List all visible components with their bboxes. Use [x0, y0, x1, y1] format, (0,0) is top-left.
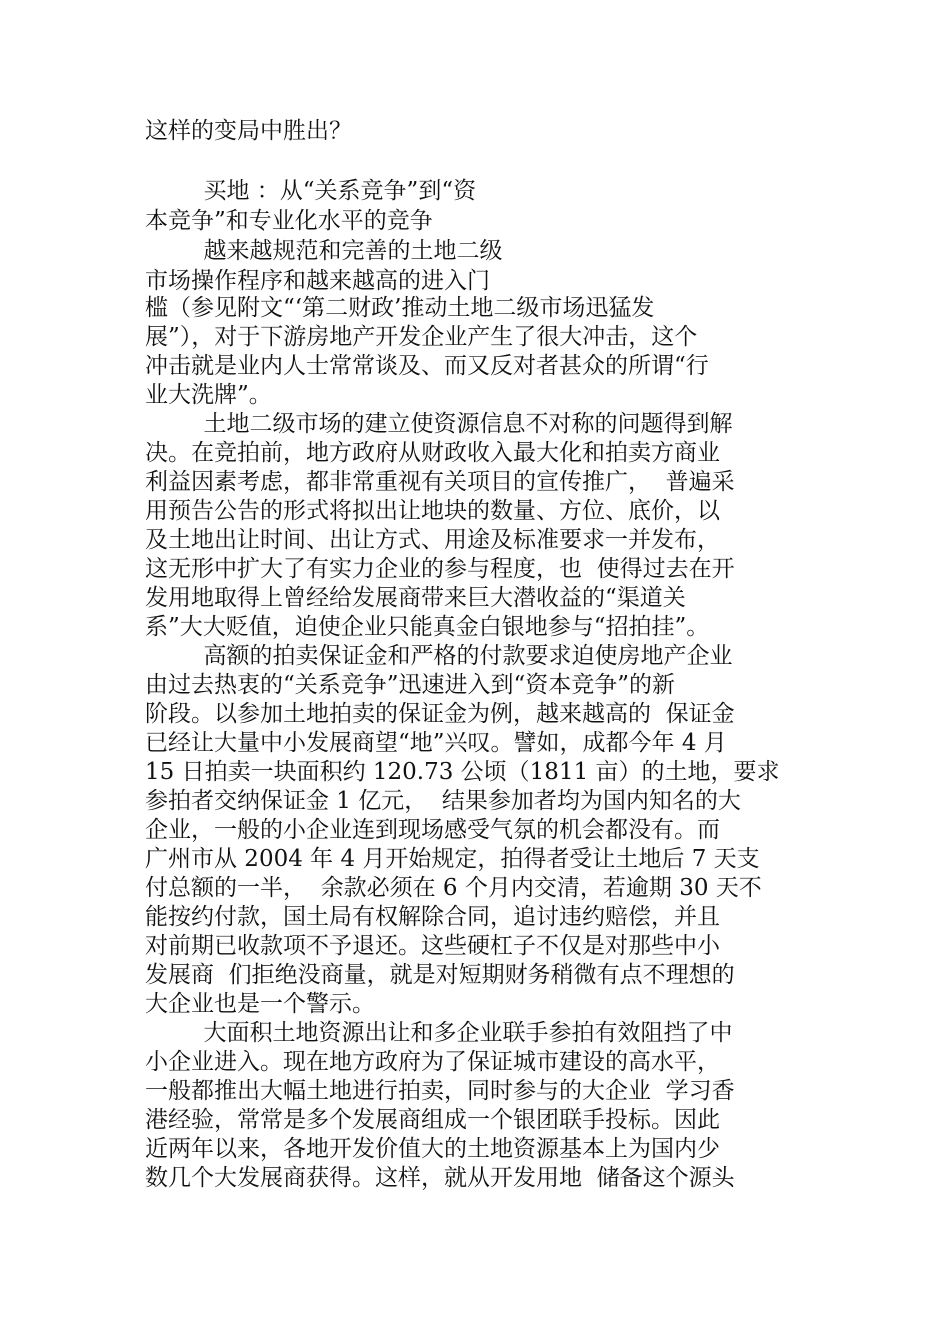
- text-line: 高额的拍卖保证金和严格的付款要求迫使房地产企业: [145, 643, 733, 669]
- text-line: 对前期已收款项不予退还。这些硬杠子不仅是对那些中小: [145, 933, 720, 959]
- text-line: 小企业进入。现在地方政府为了保证城市建设的高水平，: [145, 1049, 720, 1075]
- text-line: 由过去热衷的“关系竞争”迅速进入到“资本竞争”的新: [145, 672, 676, 698]
- text-line: 越来越规范和完善的土地二级: [145, 238, 503, 264]
- text-line: 冲击就是业内人士常常谈及、而又反对者甚众的所谓“行: [145, 353, 709, 379]
- section-heading-line: 本竞争”和专业化水平的竞争: [145, 208, 433, 234]
- text-line: 近两年以来，各地开发价值大的土地资源基本上为国内少: [145, 1136, 720, 1162]
- text-line: 展”），对于下游房地产开发企业产生了很大冲击，这个: [145, 324, 698, 350]
- text-line: 广州市从 2004 年 4 月开始规定，拍得者受让土地后 7 天支: [145, 846, 760, 872]
- text-line: 利益因素考虑，都非常重视有关项目的宣传推广， 普遍采: [145, 469, 735, 495]
- text-line: 大面积土地资源出让和多企业联手参拍有效阻挡了中: [145, 1020, 733, 1046]
- text-line: 市场操作程序和越来越高的进入门: [145, 268, 490, 294]
- text-line: 系”大大贬值，迫使企业只能真金白银地参与“招拍挂”。: [145, 614, 710, 640]
- text-line: 业大洗牌”。: [145, 382, 272, 408]
- text-line: 这无形中扩大了有实力企业的参与程度，也 使得过去在开: [145, 556, 735, 582]
- section-heading-line: 买地 ：从“关系竞争”到“资: [145, 178, 477, 204]
- text-line: 土地二级市场的建立使资源信息不对称的问题得到解: [145, 411, 733, 437]
- text-line: 数几个大发展商获得。这样，就从开发用地 储备这个源头: [145, 1165, 735, 1191]
- text-line: 发展商 们拒绝没商量，就是对短期财务稍微有点不理想的: [145, 962, 735, 988]
- text-line: 能按约付款，国土局有权解除合同，追讨违约赔偿，并且: [145, 904, 720, 930]
- text-line: 付总额的一半， 余款必须在 6 个月内交清，若逾期 30 天不: [145, 875, 762, 901]
- text-line: 这样的变局中胜出？: [145, 118, 352, 144]
- text-line: 决。在竞拍前，地方政府从财政收入最大化和拍卖方商业: [145, 440, 720, 466]
- text-line: 已经让大量中小发展商望“地”兴叹。譬如，成都今年 4 月: [145, 730, 727, 756]
- text-line: 一般都推出大幅土地进行拍卖，同时参与的大企业 学习香: [145, 1078, 735, 1104]
- text-line: 参拍者交纳保证金 1 亿元， 结果参加者均为国内知名的大: [145, 788, 741, 814]
- text-line: 槛（参见附文“‘第二财政’推动土地二级市场迅猛发: [145, 295, 655, 321]
- text-line: 大企业也是一个警示。: [145, 991, 375, 1017]
- text-line: 及土地出让时间、出让方式、用途及标准要求一并发布，: [145, 527, 720, 553]
- text-line: 阶段。以参加土地拍卖的保证金为例，越来越高的 保证金: [145, 701, 735, 727]
- text-line: 企业，一般的小企业连到现场感受气氛的机会都没有。而: [145, 817, 720, 843]
- text-line: 发用地取得上曾经给发展商带来巨大潜收益的“渠道关: [145, 585, 686, 611]
- text-line: 港经验，常常是多个发展商组成一个银团联手投标。因此: [145, 1107, 720, 1133]
- text-line: 15 日拍卖一块面积约 120.73 公顷（1811 亩）的土地，要求: [145, 759, 780, 785]
- text-line: 用预告公告的形式将拟出让地块的数量、方位、底价，以: [145, 498, 720, 524]
